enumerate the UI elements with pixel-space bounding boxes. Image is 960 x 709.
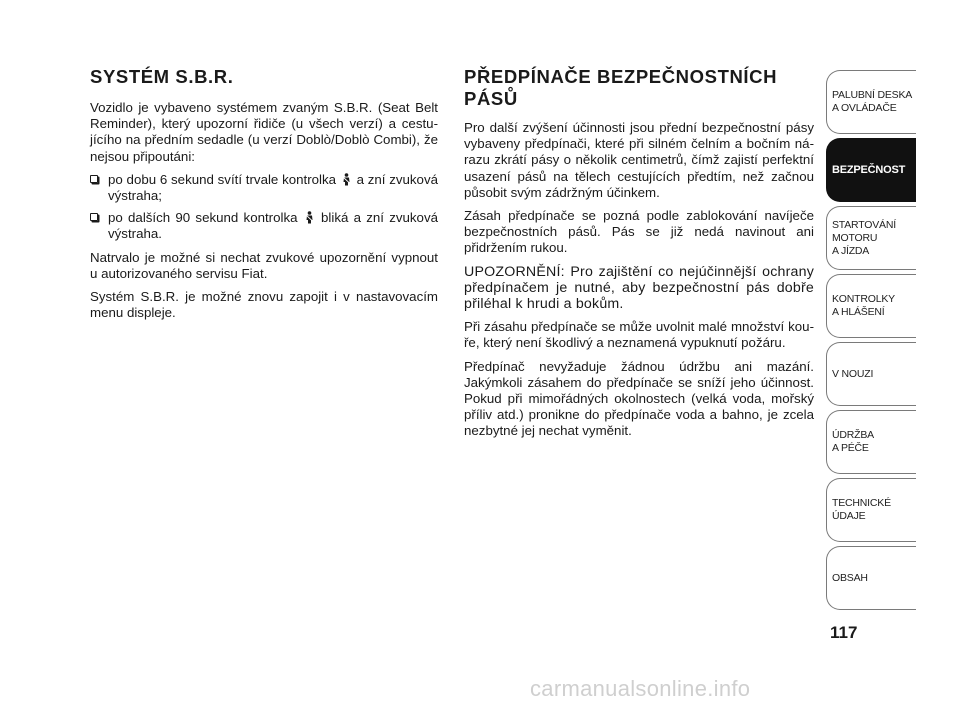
seatbelt-warning-icon <box>342 173 351 186</box>
page-number: 117 <box>830 623 858 642</box>
list-item <box>90 172 438 204</box>
section-title-sbr: SYSTÉM S.B.R. <box>90 66 234 87</box>
seatbelt-warning-icon <box>305 211 314 224</box>
tab-maintenance[interactable]: ÚDRŽBA A PÉČE <box>826 410 916 474</box>
watermark: carmanualsonline.info <box>530 676 751 701</box>
section-title-pretensioners: PŘEDPÍNAČE BEZPEČNOSTNÍCH PÁSŮ <box>464 66 778 109</box>
pretensioner-warning: UPOZORNĚNÍ: Pro zajištění co nejúčinnější ochrany předpínačem je nutné, aby bezpečnostní pás dobře přiléhal k hrudi a bokům. <box>464 263 814 313</box>
bullet-text: a zní zvuková výstraha; <box>108 171 438 204</box>
right-column <box>464 66 814 447</box>
list-item <box>90 210 438 242</box>
tab-starting-driving[interactable]: STARTOVÁNÍ MOTORU A JÍZDA <box>826 206 916 270</box>
sbr-bullet-list <box>90 172 438 243</box>
pretensioner-para-4: Při zásahu předpínače se může uvolnit malé množství kouře, který není škodlivý a neznamená vypuknutí požáru. <box>464 319 814 351</box>
bullet-text: bliká a zní zvuková výstraha. <box>108 210 438 242</box>
sbr-intro: Vozidlo je vybaveno systémem zvaným S.B.R. (Seat Belt Reminder), který upozorní řidiče (u všech verzí) a cestujícího na předním sedadle (u verzí Doblò/Doblò Combi), že nejsou připoutáni: <box>90 100 438 164</box>
bullet-text: po dalších 90 sekund kontrolka <box>108 210 298 226</box>
sbr-para-disable: Natrvalo je možné si nechat zvukové upozornění vypnout u autorizovaného servisu Fiat. <box>90 249 438 281</box>
left-column <box>90 66 438 328</box>
chapter-tabs <box>826 70 916 614</box>
checkbox-bullet-icon <box>90 213 98 221</box>
tab-safety[interactable]: BEZPEČNOST <box>826 138 916 202</box>
tab-dashboard-controls[interactable]: PALUBNÍ DESKA A OVLÁDAČE <box>826 70 916 134</box>
pretensioner-para-1: Pro další zvýšení účinnosti jsou přední bezpečnostní pásy vybaveny předpínači, které při silném čelním a bočním nárazu zkrátí pásy o několik centimetrů, čímž zajistí perfektní usazení pásů na tělech cestujících předtím, než začnou působit svým zádržným účinkem. <box>464 120 814 200</box>
tab-emergency[interactable]: V NOUZI <box>826 342 916 406</box>
tab-warning-lights[interactable]: KONTROLKY A HLÁŠENÍ <box>826 274 916 338</box>
checkbox-bullet-icon <box>90 175 98 183</box>
pretensioner-para-5: Předpínač nevyžaduje žádnou údržbu ani mazání. Jakýmkoli zásahem do předpínače se sníží jeho účinnost. Pokud při mimořádných okolnostech (velká voda, mořský příliv atd.) pronikne do předpínače voda a bahno, je zcela nezbytné jej nechat vyměnit. <box>464 358 814 439</box>
sbr-para-reenable: Systém S.B.R. je možné znovu zapojit i v nastavovacím menu displeje. <box>90 289 438 321</box>
tab-technical-data[interactable]: TECHNICKÉ ÚDAJE <box>826 478 916 542</box>
tab-contents[interactable]: OBSAH <box>826 546 916 610</box>
pretensioner-para-2: Zásah předpínače se pozná podle zablokování navíječe bezpečnostních pásů. Pás se již nedá navinout ani přidržením rukou. <box>464 208 814 256</box>
bullet-text: po dobu 6 sekund svítí trvale kontrolka <box>108 171 337 187</box>
